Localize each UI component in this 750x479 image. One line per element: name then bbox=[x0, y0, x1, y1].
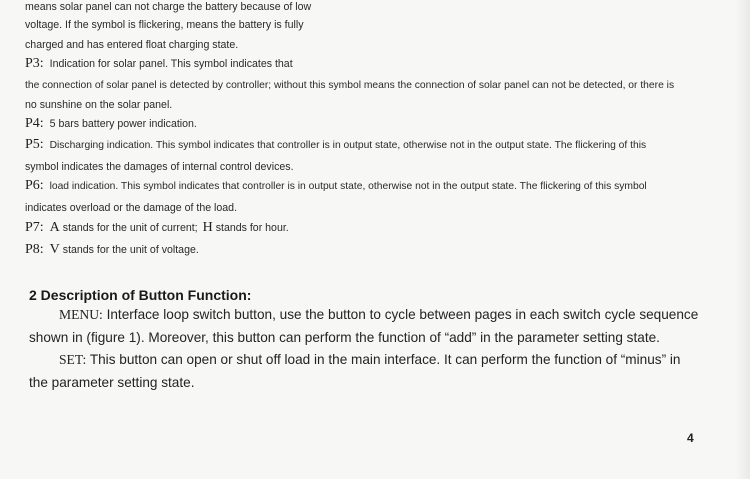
p3-line-2: the connection of solar panel is detected by controller; without this symbol means the connection of solar panel can not be detected, or there is bbox=[25, 80, 675, 91]
p4-line-1: 5 bars battery power indication. bbox=[49, 118, 197, 130]
p2-line-2: voltage. If the symbol is flickering, means the battery is fully bbox=[25, 19, 304, 31]
section-2-heading: 2 Description of Button Function: bbox=[29, 287, 252, 303]
set-key: SET: bbox=[59, 352, 87, 367]
menu-paragraph-line-1 bbox=[59, 306, 698, 324]
p2-line-3: charged and has entered float charging state. bbox=[25, 39, 239, 51]
p5-line-1: Discharging indication. This symbol indicates that controller is in output state, otherwise not in the output state. The flickering of this bbox=[49, 140, 647, 151]
scan-edge-shadow bbox=[736, 0, 750, 479]
p6-line-2: indicates overload or the damage of the load. bbox=[25, 202, 238, 214]
p5-item bbox=[25, 138, 646, 153]
p4-label: P4: bbox=[25, 116, 44, 131]
p8-item bbox=[25, 243, 199, 257]
p7-item bbox=[25, 221, 289, 235]
menu-line-1: Interface loop switch button, use the button to cycle between pages in each switch cycle sequence bbox=[106, 307, 699, 322]
p5-line-2: symbol indicates the damages of internal control devices. bbox=[25, 161, 294, 173]
p4-item bbox=[25, 117, 197, 131]
p6-label: P6: bbox=[25, 178, 44, 193]
p8-line-1: stands for the unit of voltage. bbox=[62, 244, 199, 256]
p7-a-symbol: A bbox=[49, 220, 60, 235]
p7-label: P7: bbox=[25, 220, 44, 235]
p3-line-1: Indication for solar panel. This symbol indicates that bbox=[49, 58, 293, 70]
set-line-1: This button can open or shut off load in the main interface. It can perform the function of “minus” in bbox=[89, 352, 681, 367]
menu-key: MENU: bbox=[59, 307, 103, 322]
set-line-2: the parameter setting state. bbox=[29, 375, 195, 390]
p6-line-1: load indication. This symbol indicates that controller is in output state, otherwise not in the output state. The flickering of this symbol bbox=[49, 181, 647, 192]
p7-line-1b: stands for hour. bbox=[215, 222, 289, 234]
p5-label: P5: bbox=[25, 137, 44, 152]
p3-item bbox=[25, 57, 293, 71]
p3-label: P3: bbox=[25, 56, 44, 71]
p7-line-1a: stands for the unit of current; bbox=[62, 222, 198, 234]
menu-line-2: shown in (figure 1). Moreover, this button can perform the function of “add” in the parameter setting state. bbox=[29, 330, 660, 345]
p2-line-1: means solar panel can not charge the battery because of low bbox=[25, 1, 312, 13]
p8-v-symbol: V bbox=[49, 242, 60, 257]
set-paragraph-line-1 bbox=[59, 351, 680, 369]
p8-label: P8: bbox=[25, 242, 44, 257]
page-number: 4 bbox=[687, 431, 694, 445]
p6-item bbox=[25, 179, 647, 194]
p7-h-symbol: H bbox=[202, 220, 213, 235]
p3-line-3: no sunshine on the solar panel. bbox=[25, 99, 173, 111]
